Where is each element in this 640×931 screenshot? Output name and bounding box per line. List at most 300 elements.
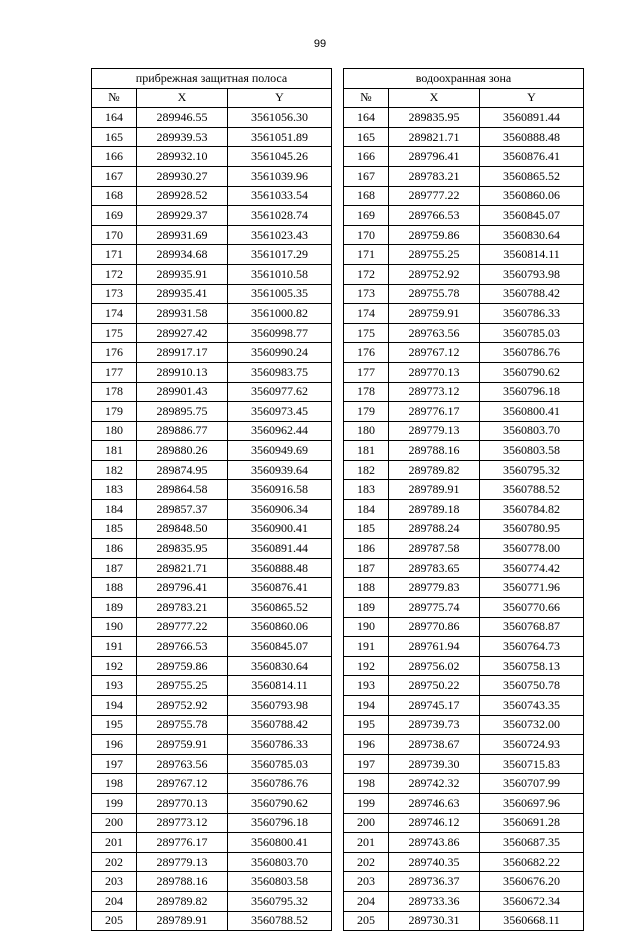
table-row xyxy=(92,519,332,539)
cell-y: 3560800.41 xyxy=(228,833,332,853)
cell-x: 289777.22 xyxy=(137,617,228,637)
table-row xyxy=(344,696,584,716)
coastal-protection-strip-table xyxy=(91,68,332,931)
cell-x: 289755.25 xyxy=(137,676,228,696)
cell-y: 3561023.43 xyxy=(228,225,332,245)
cell-x: 289886.77 xyxy=(137,421,228,441)
cell-y: 3560949.69 xyxy=(228,441,332,461)
cell-y: 3560860.06 xyxy=(228,617,332,637)
water-protection-zone-table xyxy=(343,68,584,931)
cell-number: 171 xyxy=(92,245,137,265)
cell-number: 172 xyxy=(344,264,389,284)
cell-number: 183 xyxy=(344,480,389,500)
column-header-number: № xyxy=(92,88,137,108)
table-row xyxy=(344,891,584,911)
cell-x: 289796.41 xyxy=(137,578,228,598)
cell-number: 184 xyxy=(92,500,137,520)
cell-number: 192 xyxy=(92,656,137,676)
cell-x: 289755.78 xyxy=(137,715,228,735)
cell-number: 203 xyxy=(92,872,137,892)
cell-number: 164 xyxy=(92,108,137,128)
table-row xyxy=(92,460,332,480)
cell-y: 3560860.06 xyxy=(480,186,584,206)
table-row xyxy=(344,186,584,206)
cell-y: 3560939.64 xyxy=(228,460,332,480)
table-row xyxy=(344,127,584,147)
column-header-x: X xyxy=(389,88,480,108)
cell-y: 3560900.41 xyxy=(228,519,332,539)
cell-x: 289895.75 xyxy=(137,402,228,422)
table-row xyxy=(344,284,584,304)
cell-number: 168 xyxy=(92,186,137,206)
cell-y: 3560770.66 xyxy=(480,598,584,618)
cell-x: 289783.21 xyxy=(137,598,228,618)
table-row xyxy=(92,264,332,284)
cell-x: 289776.17 xyxy=(389,402,480,422)
table-row xyxy=(344,382,584,402)
table-row xyxy=(92,774,332,794)
table-row xyxy=(92,813,332,833)
cell-y: 3560983.75 xyxy=(228,362,332,382)
table-row xyxy=(92,206,332,226)
cell-y: 3560786.76 xyxy=(228,774,332,794)
cell-x: 289874.95 xyxy=(137,460,228,480)
cell-number: 165 xyxy=(344,127,389,147)
cell-y: 3560795.32 xyxy=(480,460,584,480)
table-row xyxy=(92,343,332,363)
cell-number: 167 xyxy=(344,166,389,186)
cell-number: 184 xyxy=(344,500,389,520)
cell-y: 3560790.62 xyxy=(228,793,332,813)
cell-number: 201 xyxy=(344,833,389,853)
cell-number: 205 xyxy=(92,911,137,931)
cell-x: 289766.53 xyxy=(389,206,480,226)
cell-x: 289789.18 xyxy=(389,500,480,520)
table-row xyxy=(92,617,332,637)
cell-y: 3560786.76 xyxy=(480,343,584,363)
cell-x: 289770.13 xyxy=(137,793,228,813)
table-row xyxy=(92,578,332,598)
cell-x: 289763.56 xyxy=(137,754,228,774)
cell-number: 165 xyxy=(92,127,137,147)
cell-x: 289917.17 xyxy=(137,343,228,363)
cell-y: 3560774.42 xyxy=(480,558,584,578)
cell-y: 3560814.11 xyxy=(480,245,584,265)
cell-x: 289736.37 xyxy=(389,872,480,892)
cell-number: 171 xyxy=(344,245,389,265)
cell-x: 289740.35 xyxy=(389,852,480,872)
cell-x: 289773.12 xyxy=(389,382,480,402)
table-row xyxy=(344,225,584,245)
table-row xyxy=(344,421,584,441)
table-row xyxy=(344,813,584,833)
cell-x: 289946.55 xyxy=(137,108,228,128)
cell-y: 3560865.52 xyxy=(228,598,332,618)
cell-number: 202 xyxy=(344,852,389,872)
cell-number: 192 xyxy=(344,656,389,676)
cell-number: 200 xyxy=(92,813,137,833)
cell-y: 3560888.48 xyxy=(228,558,332,578)
cell-y: 3560803.58 xyxy=(228,872,332,892)
cell-y: 3560845.07 xyxy=(480,206,584,226)
cell-y: 3560732.00 xyxy=(480,715,584,735)
cell-y: 3560814.11 xyxy=(228,676,332,696)
table-row xyxy=(92,421,332,441)
cell-y: 3560962.44 xyxy=(228,421,332,441)
cell-y: 3560891.44 xyxy=(228,539,332,559)
cell-x: 289733.36 xyxy=(389,891,480,911)
table-row xyxy=(92,793,332,813)
cell-number: 196 xyxy=(344,735,389,755)
cell-number: 175 xyxy=(344,323,389,343)
table-row xyxy=(92,911,332,931)
cell-x: 289777.22 xyxy=(389,186,480,206)
cell-x: 289788.16 xyxy=(137,872,228,892)
cell-number: 181 xyxy=(92,441,137,461)
cell-y: 3560786.33 xyxy=(480,304,584,324)
table-title: прибрежная защитная полоса xyxy=(92,69,332,89)
cell-x: 289746.63 xyxy=(389,793,480,813)
cell-number: 186 xyxy=(92,539,137,559)
cell-y: 3560796.18 xyxy=(228,813,332,833)
cell-y: 3560803.58 xyxy=(480,441,584,461)
cell-x: 289756.02 xyxy=(389,656,480,676)
column-header-y: Y xyxy=(480,88,584,108)
cell-number: 204 xyxy=(344,891,389,911)
table-row xyxy=(344,637,584,657)
table-row xyxy=(344,774,584,794)
cell-y: 3560682.22 xyxy=(480,852,584,872)
table-row xyxy=(92,186,332,206)
table-row xyxy=(92,323,332,343)
cell-x: 289835.95 xyxy=(389,108,480,128)
cell-x: 289932.10 xyxy=(137,147,228,167)
cell-number: 182 xyxy=(92,460,137,480)
cell-number: 182 xyxy=(344,460,389,480)
table-row xyxy=(344,206,584,226)
cell-y: 3560788.42 xyxy=(480,284,584,304)
cell-x: 289788.16 xyxy=(389,441,480,461)
cell-number: 169 xyxy=(344,206,389,226)
table-row xyxy=(344,343,584,363)
cell-number: 175 xyxy=(92,323,137,343)
cell-number: 188 xyxy=(92,578,137,598)
table-row xyxy=(92,558,332,578)
cell-number: 202 xyxy=(92,852,137,872)
cell-number: 179 xyxy=(92,402,137,422)
cell-number: 197 xyxy=(92,754,137,774)
cell-number: 194 xyxy=(344,696,389,716)
table-row xyxy=(92,637,332,657)
cell-x: 289928.52 xyxy=(137,186,228,206)
cell-number: 173 xyxy=(92,284,137,304)
cell-number: 201 xyxy=(92,833,137,853)
cell-x: 289788.24 xyxy=(389,519,480,539)
table-row xyxy=(92,833,332,853)
cell-x: 289934.68 xyxy=(137,245,228,265)
table-row xyxy=(344,558,584,578)
table-row xyxy=(344,147,584,167)
cell-y: 3560998.77 xyxy=(228,323,332,343)
cell-y: 3560697.96 xyxy=(480,793,584,813)
cell-x: 289730.31 xyxy=(389,911,480,931)
table-row xyxy=(344,402,584,422)
cell-y: 3560715.83 xyxy=(480,754,584,774)
cell-y: 3560891.44 xyxy=(480,108,584,128)
cell-y: 3560750.78 xyxy=(480,676,584,696)
table-row xyxy=(92,735,332,755)
cell-number: 179 xyxy=(344,402,389,422)
table-row xyxy=(344,460,584,480)
cell-y: 3560768.87 xyxy=(480,617,584,637)
cell-x: 289767.12 xyxy=(389,343,480,363)
table-row xyxy=(344,793,584,813)
table-row xyxy=(92,891,332,911)
cell-number: 178 xyxy=(92,382,137,402)
cell-x: 289766.53 xyxy=(137,637,228,657)
cell-x: 289773.12 xyxy=(137,813,228,833)
cell-x: 289910.13 xyxy=(137,362,228,382)
cell-x: 289857.37 xyxy=(137,500,228,520)
cell-y: 3560803.70 xyxy=(228,852,332,872)
column-header-number: № xyxy=(344,88,389,108)
cell-y: 3560743.35 xyxy=(480,696,584,716)
cell-y: 3560778.00 xyxy=(480,539,584,559)
table-row xyxy=(92,127,332,147)
cell-number: 193 xyxy=(92,676,137,696)
table-row xyxy=(92,872,332,892)
table-row xyxy=(92,304,332,324)
table-title: водоохранная зона xyxy=(344,69,584,89)
cell-number: 191 xyxy=(92,637,137,657)
table-row xyxy=(344,617,584,637)
cell-y: 3560916.58 xyxy=(228,480,332,500)
cell-x: 289880.26 xyxy=(137,441,228,461)
cell-number: 198 xyxy=(92,774,137,794)
cell-number: 188 xyxy=(344,578,389,598)
cell-x: 289796.41 xyxy=(389,147,480,167)
table-row xyxy=(92,480,332,500)
table-body xyxy=(92,108,332,931)
table-row xyxy=(92,362,332,382)
cell-y: 3561005.35 xyxy=(228,284,332,304)
cell-y: 3561056.30 xyxy=(228,108,332,128)
cell-x: 289927.42 xyxy=(137,323,228,343)
cell-x: 289864.58 xyxy=(137,480,228,500)
cell-x: 289770.86 xyxy=(389,617,480,637)
table-row xyxy=(92,852,332,872)
table-row xyxy=(344,480,584,500)
cell-number: 170 xyxy=(92,225,137,245)
table-row xyxy=(92,656,332,676)
table-row xyxy=(344,852,584,872)
cell-number: 167 xyxy=(92,166,137,186)
table-row xyxy=(344,735,584,755)
table-row xyxy=(92,108,332,128)
cell-number: 195 xyxy=(344,715,389,735)
cell-x: 289761.94 xyxy=(389,637,480,657)
cell-y: 3560876.41 xyxy=(480,147,584,167)
table-row xyxy=(344,166,584,186)
cell-x: 289750.22 xyxy=(389,676,480,696)
cell-y: 3560780.95 xyxy=(480,519,584,539)
cell-number: 190 xyxy=(92,617,137,637)
cell-y: 3561039.96 xyxy=(228,166,332,186)
cell-x: 289783.65 xyxy=(389,558,480,578)
cell-number: 166 xyxy=(92,147,137,167)
cell-x: 289752.92 xyxy=(389,264,480,284)
cell-x: 289739.30 xyxy=(389,754,480,774)
cell-y: 3560803.70 xyxy=(480,421,584,441)
cell-number: 185 xyxy=(92,519,137,539)
table-row xyxy=(344,911,584,931)
cell-number: 189 xyxy=(92,598,137,618)
table-row xyxy=(344,304,584,324)
cell-y: 3560788.42 xyxy=(228,715,332,735)
cell-y: 3560691.28 xyxy=(480,813,584,833)
table-row xyxy=(344,519,584,539)
cell-number: 173 xyxy=(344,284,389,304)
cell-number: 177 xyxy=(92,362,137,382)
cell-x: 289775.74 xyxy=(389,598,480,618)
cell-y: 3561017.29 xyxy=(228,245,332,265)
cell-number: 169 xyxy=(92,206,137,226)
cell-y: 3560830.64 xyxy=(228,656,332,676)
cell-y: 3560790.62 xyxy=(480,362,584,382)
cell-y: 3560876.41 xyxy=(228,578,332,598)
cell-y: 3561000.82 xyxy=(228,304,332,324)
table-row xyxy=(92,754,332,774)
cell-y: 3560795.32 xyxy=(228,891,332,911)
table-row xyxy=(92,225,332,245)
cell-y: 3560687.35 xyxy=(480,833,584,853)
cell-y: 3560973.45 xyxy=(228,402,332,422)
cell-y: 3560888.48 xyxy=(480,127,584,147)
column-header-y: Y xyxy=(228,88,332,108)
table-row xyxy=(344,872,584,892)
cell-number: 196 xyxy=(92,735,137,755)
cell-number: 194 xyxy=(92,696,137,716)
cell-x: 289759.91 xyxy=(137,735,228,755)
table-row xyxy=(92,696,332,716)
table-row xyxy=(344,656,584,676)
table-body xyxy=(344,108,584,931)
table-row xyxy=(344,323,584,343)
table-row xyxy=(344,264,584,284)
cell-number: 178 xyxy=(344,382,389,402)
cell-number: 199 xyxy=(92,793,137,813)
cell-y: 3560845.07 xyxy=(228,637,332,657)
cell-x: 289930.27 xyxy=(137,166,228,186)
cell-y: 3561028.74 xyxy=(228,206,332,226)
table-row xyxy=(344,754,584,774)
cell-x: 289755.78 xyxy=(389,284,480,304)
cell-number: 203 xyxy=(344,872,389,892)
cell-number: 174 xyxy=(344,304,389,324)
cell-number: 187 xyxy=(92,558,137,578)
table-row xyxy=(92,284,332,304)
cell-x: 289935.41 xyxy=(137,284,228,304)
cell-number: 181 xyxy=(344,441,389,461)
table-row xyxy=(92,166,332,186)
cell-x: 289746.12 xyxy=(389,813,480,833)
cell-y: 3560906.34 xyxy=(228,500,332,520)
cell-x: 289848.50 xyxy=(137,519,228,539)
cell-y: 3560771.96 xyxy=(480,578,584,598)
table-row xyxy=(344,500,584,520)
table-row xyxy=(92,245,332,265)
cell-x: 289835.95 xyxy=(137,539,228,559)
cell-y: 3560788.52 xyxy=(228,911,332,931)
cell-number: 180 xyxy=(92,421,137,441)
cell-number: 166 xyxy=(344,147,389,167)
page-number: 99 xyxy=(313,38,327,50)
cell-y: 3560668.11 xyxy=(480,911,584,931)
cell-y: 3560796.18 xyxy=(480,382,584,402)
cell-x: 289763.56 xyxy=(389,323,480,343)
cell-number: 186 xyxy=(344,539,389,559)
cell-number: 199 xyxy=(344,793,389,813)
table-row xyxy=(344,578,584,598)
cell-y: 3560788.52 xyxy=(480,480,584,500)
table-row xyxy=(344,715,584,735)
cell-number: 164 xyxy=(344,108,389,128)
cell-x: 289770.13 xyxy=(389,362,480,382)
cell-y: 3560800.41 xyxy=(480,402,584,422)
cell-number: 190 xyxy=(344,617,389,637)
table-row xyxy=(92,676,332,696)
cell-x: 289783.21 xyxy=(389,166,480,186)
column-header-x: X xyxy=(137,88,228,108)
cell-y: 3560784.82 xyxy=(480,500,584,520)
cell-x: 289929.37 xyxy=(137,206,228,226)
cell-x: 289931.58 xyxy=(137,304,228,324)
cell-x: 289752.92 xyxy=(137,696,228,716)
table-row xyxy=(344,108,584,128)
cell-number: 176 xyxy=(344,343,389,363)
table-row xyxy=(92,500,332,520)
cell-number: 200 xyxy=(344,813,389,833)
cell-x: 289759.91 xyxy=(389,304,480,324)
cell-x: 289779.83 xyxy=(389,578,480,598)
cell-number: 177 xyxy=(344,362,389,382)
cell-number: 183 xyxy=(92,480,137,500)
table-row xyxy=(344,676,584,696)
cell-x: 289821.71 xyxy=(389,127,480,147)
cell-x: 289779.13 xyxy=(389,421,480,441)
cell-number: 197 xyxy=(344,754,389,774)
cell-x: 289759.86 xyxy=(137,656,228,676)
cell-x: 289931.69 xyxy=(137,225,228,245)
cell-y: 3560724.93 xyxy=(480,735,584,755)
cell-y: 3560707.99 xyxy=(480,774,584,794)
cell-x: 289821.71 xyxy=(137,558,228,578)
cell-number: 176 xyxy=(92,343,137,363)
cell-x: 289776.17 xyxy=(137,833,228,853)
cell-y: 3560785.03 xyxy=(480,323,584,343)
table-row xyxy=(92,539,332,559)
cell-y: 3561051.89 xyxy=(228,127,332,147)
cell-x: 289787.58 xyxy=(389,539,480,559)
cell-x: 289739.73 xyxy=(389,715,480,735)
table-row xyxy=(344,598,584,618)
cell-number: 204 xyxy=(92,891,137,911)
table-row xyxy=(92,598,332,618)
cell-number: 205 xyxy=(344,911,389,931)
cell-number: 172 xyxy=(92,264,137,284)
cell-y: 3561010.58 xyxy=(228,264,332,284)
cell-y: 3560830.64 xyxy=(480,225,584,245)
